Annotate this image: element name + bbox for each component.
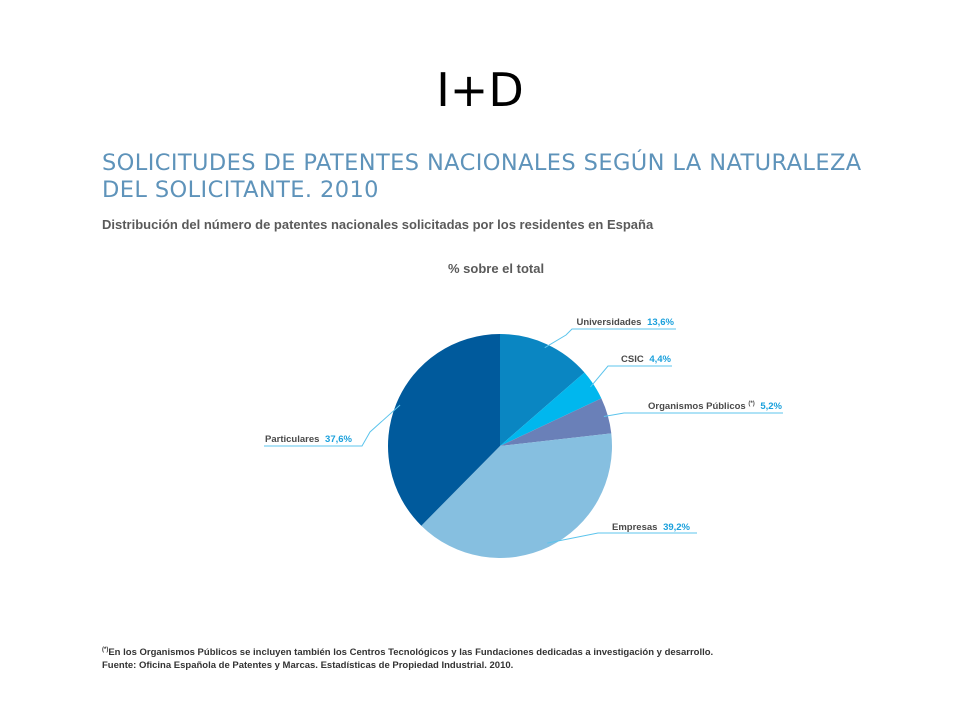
label-organismos-value: 5,2% xyxy=(760,401,782,412)
label-universidades-value: 13,6% xyxy=(647,317,674,328)
footnote-note xyxy=(102,644,862,659)
leader-line-3 xyxy=(547,533,697,543)
label-csic-value: 4,4% xyxy=(649,354,671,365)
label-csic-name: CSIC xyxy=(621,354,644,365)
label-organismos-publicos xyxy=(648,397,783,412)
label-empresas-name: Empresas xyxy=(612,522,658,533)
chart-title-line-1: SOLICITUDES DE PATENTES NACIONALES SEGÚN LA NATURALEZA xyxy=(102,150,862,176)
chart-subtitle: Distribución del número de patentes nacionales solicitadas por los residentes en España xyxy=(102,217,654,232)
label-universidades xyxy=(576,317,674,328)
slide-title: I+D xyxy=(436,63,524,117)
label-universidades-name: Universidades xyxy=(576,317,642,328)
label-empresas-value: 39,2% xyxy=(663,522,690,533)
leader-line-0 xyxy=(545,329,676,348)
chart-caption: % sobre el total xyxy=(448,261,545,276)
label-csic xyxy=(621,354,672,365)
pie-slices xyxy=(388,334,612,558)
label-particulares-name: Particulares xyxy=(265,434,320,445)
footnote-note-text: En los Organismos Públicos se incluyen también los Centros Tecnológicos y las Fundaciones dedicadas a investigación y desarrollo. xyxy=(108,647,714,659)
label-particulares-value: 37,6% xyxy=(325,434,352,445)
leader-line-1 xyxy=(590,366,672,387)
label-organismos-name: Organismos Públicos xyxy=(648,401,746,412)
footnote-mark: (*) xyxy=(102,647,109,653)
footnote-source: Fuente: Oficina Española de Patentes y Marcas. Estadísticas de Propiedad Industrial. 2010. xyxy=(102,660,514,672)
label-empresas xyxy=(612,522,691,533)
label-particulares xyxy=(265,434,353,445)
label-organismos-sup: (*) xyxy=(748,401,755,407)
chart-title-line-2: DEL SOLICITANTE. 2010 xyxy=(102,177,379,203)
footnotes xyxy=(102,644,862,672)
leader-line-2 xyxy=(604,413,783,417)
